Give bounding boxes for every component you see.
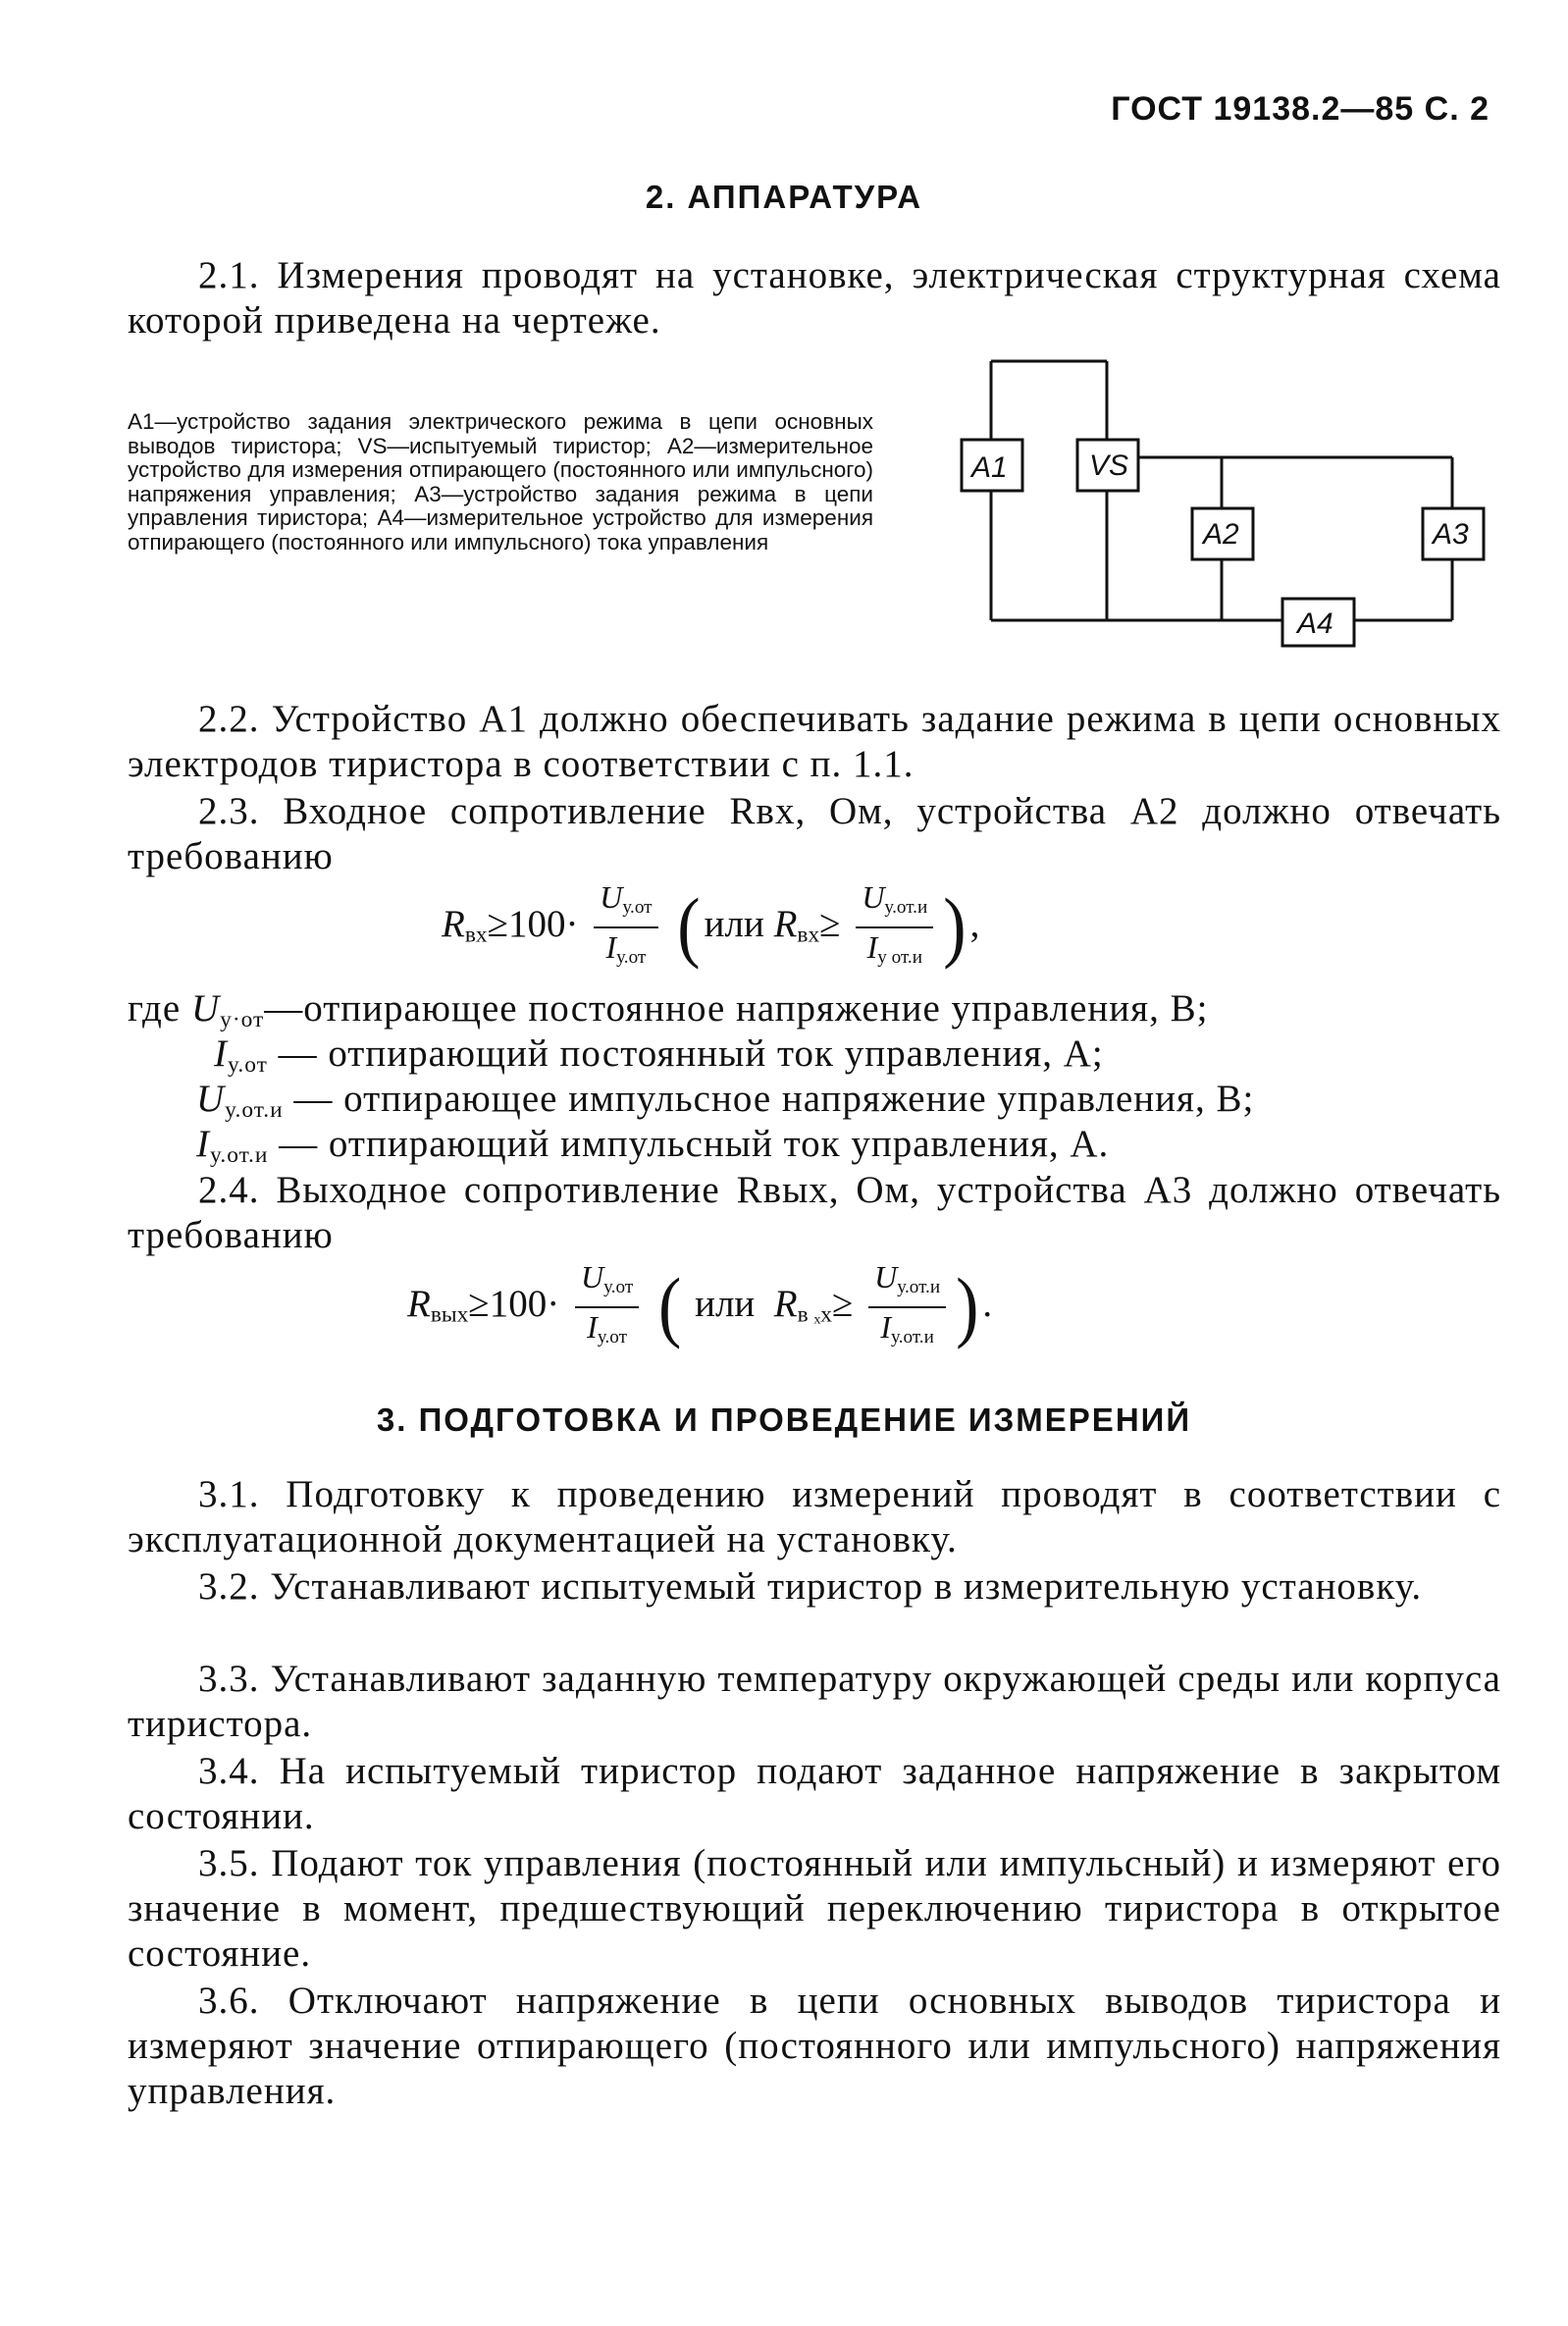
- paragraph-3-1-text: 3.1. Подготовку к проведению измерений проводят в соответствии с эксплуатационной документацией на установку.: [128, 1473, 1501, 1560]
- paragraph-3-5: [128, 1841, 1501, 1977]
- formula-operator: ≥100·: [468, 1282, 560, 1325]
- fraction-denominator: [575, 1308, 639, 1356]
- paragraph-3-5-text: 3.5. Подают ток управления (постоянный или импульсный) и измеряют его значение в момент, предшествующий переключению тиристора в открытое состояние.: [128, 1842, 1501, 1975]
- right-paren: ): [943, 882, 967, 971]
- page-header: ГОСТ 19138.2—85 С. 2: [1111, 90, 1490, 128]
- paragraph-2-2-text: 2.2. Устройство A1 должно обеспечивать задание режима в цепи основных электродов тиристора в соответствии с п. 1.1.: [128, 698, 1501, 785]
- formula-subscript: в ₓх: [797, 1301, 832, 1328]
- formula-operator: ≥: [819, 902, 841, 945]
- definition-subscript: у.от.и: [210, 1141, 269, 1168]
- definition-text: — отпирающее импульсное напряжение управления, В;: [293, 1078, 1255, 1120]
- formula-symbol: R: [442, 902, 465, 945]
- block-a3-label: A3: [1433, 518, 1469, 551]
- formula-or-text: или: [695, 1282, 756, 1325]
- formula-subscript: у.от: [622, 896, 653, 918]
- definition-text: — отпирающий постоянный ток управления, А;: [278, 1032, 1104, 1075]
- fraction-denominator: [856, 928, 933, 977]
- formula-tail: .: [982, 1282, 993, 1325]
- paragraph-2-1-text: 2.1. Измерения проводят на установке, электрическая структурная схема которой приведена на чертеже.: [128, 254, 1501, 342]
- definition-symbol: I: [214, 1032, 228, 1075]
- definition-symbol: U: [196, 1078, 226, 1120]
- formula-subscript: у от.и: [877, 946, 922, 968]
- formula-subscript: вх: [464, 922, 488, 948]
- right-paren: ): [956, 1262, 979, 1350]
- formula-fraction: [575, 1258, 639, 1356]
- definition-text: — отпирающий импульсный ток управления, А.: [279, 1123, 1110, 1165]
- formula-symbol: I: [587, 1308, 598, 1345]
- formula-subscript: у.от: [603, 1276, 634, 1297]
- paragraph-3-6: [128, 1979, 1501, 2114]
- formula-subscript: у.от.и: [884, 896, 928, 918]
- paragraph-3-2-text: 3.2. Устанавливают испытуемый тиристор в измерительную установку.: [198, 1565, 1423, 1608]
- formula-symbol: U: [600, 879, 623, 915]
- fraction-denominator: [594, 928, 657, 977]
- formula-operator: ≥100·: [487, 902, 579, 945]
- paragraph-3-3: [128, 1657, 1501, 1747]
- paragraph-3-4-text: 3.4. На испытуемый тиристор подают заданное напряжение в закрытом состоянии.: [128, 1750, 1501, 1837]
- definition-symbol: U: [190, 987, 221, 1030]
- formula-symbol: I: [880, 1308, 892, 1345]
- formula-subscript: у.от: [616, 946, 647, 968]
- fraction-numerator: [868, 1258, 946, 1308]
- block-a4-label: A4: [1297, 608, 1333, 640]
- paragraph-2-3: [128, 789, 1501, 879]
- formula-subscript: у.от.и: [897, 1276, 941, 1297]
- paragraph-3-4: [128, 1749, 1501, 1839]
- diagram-caption: A1—устройство задания электрического режима в цепи основных выводов тиристора; VS—испытуемый тиристор; A2—измерительное устройство для измерения отпирающего (постоянного или импульсного) напряжения управления; A3—устройство задания режима в цепи управления тиристора; A4—измерительное устройство для измерения отпирающего (постоянного или импульсного) тока управления: [128, 409, 873, 555]
- paragraph-2-2: [128, 697, 1501, 787]
- block-vs-label: VS: [1089, 449, 1129, 482]
- formula-symbol: I: [866, 928, 878, 965]
- formula-subscript: вх: [797, 922, 820, 948]
- section-3-title: 3. ПОДГОТОВКА И ПРОВЕДЕНИЕ ИЗМЕРЕНИЙ: [376, 1401, 1192, 1438]
- left-paren: (: [658, 1262, 682, 1350]
- paragraph-2-4: [128, 1168, 1501, 1258]
- formula-symbol: R: [773, 1282, 798, 1325]
- paragraph-3-1: [128, 1472, 1501, 1562]
- definition-subscript: у.от.и: [225, 1096, 284, 1123]
- formula-subscript: у.от: [597, 1326, 628, 1348]
- paragraph-2-1: [128, 253, 1501, 344]
- formula-fraction: [868, 1258, 946, 1356]
- definition-subscript: у.от: [228, 1051, 268, 1078]
- definition-row: [214, 1031, 1104, 1079]
- formula-symbol: U: [580, 1259, 604, 1295]
- block-a2-label: A2: [1203, 518, 1239, 551]
- formula-symbol: U: [874, 1259, 898, 1295]
- formula-symbol: R: [407, 1282, 431, 1325]
- paragraph-3-2: [128, 1564, 1501, 1610]
- left-paren: (: [677, 882, 701, 971]
- section-2-title: 2. АППАРАТУРА: [645, 179, 923, 215]
- formula-subscript: у.от.и: [891, 1326, 934, 1348]
- formula-fraction: [594, 878, 657, 977]
- definition-row: [128, 986, 1208, 1033]
- definition-row: [196, 1077, 1254, 1124]
- definition-prefix: где: [128, 987, 191, 1030]
- block-a1-label: A1: [971, 451, 1008, 484]
- paragraph-2-4-text: 2.4. Выходное сопротивление Rвых, Ом, устройства A3 должно отвечать требованию: [128, 1169, 1501, 1256]
- formula-or-text: или: [704, 902, 764, 945]
- formula-symbol: U: [862, 879, 885, 915]
- formula-symbol: I: [605, 928, 617, 965]
- formula-fraction: [856, 878, 933, 977]
- formula-symbol: R: [773, 902, 798, 945]
- formula-tail: ,: [969, 902, 980, 945]
- formula-operator: ≥: [832, 1282, 854, 1325]
- fraction-denominator: [868, 1308, 946, 1356]
- formula-input-resistance: [442, 878, 979, 977]
- formula-output-resistance: [407, 1258, 992, 1356]
- definition-row: [196, 1122, 1109, 1169]
- fraction-numerator: [575, 1258, 639, 1308]
- definition-subscript: у·от: [220, 1006, 265, 1032]
- definition-symbol: I: [196, 1123, 210, 1165]
- definition-text: —отпирающее постоянное напряжение управления, В;: [264, 987, 1209, 1030]
- paragraph-2-3-text: 2.3. Входное сопротивление Rвх, Ом, устройства A2 должно отвечать требованию: [128, 790, 1501, 877]
- circuit-diagram: [942, 353, 1491, 677]
- fraction-numerator: [856, 878, 933, 928]
- paragraph-3-6-text: 3.6. Отключают напряжение в цепи основных выводов тиристора и измеряют значение отпирающего (постоянного или импульсного) напряжения управления.: [128, 1980, 1501, 2112]
- formula-subscript: вых: [430, 1301, 469, 1328]
- fraction-numerator: [594, 878, 657, 928]
- paragraph-3-3-text: 3.3. Устанавливают заданную температуру окружающей среды или корпуса тиристора.: [128, 1658, 1501, 1745]
